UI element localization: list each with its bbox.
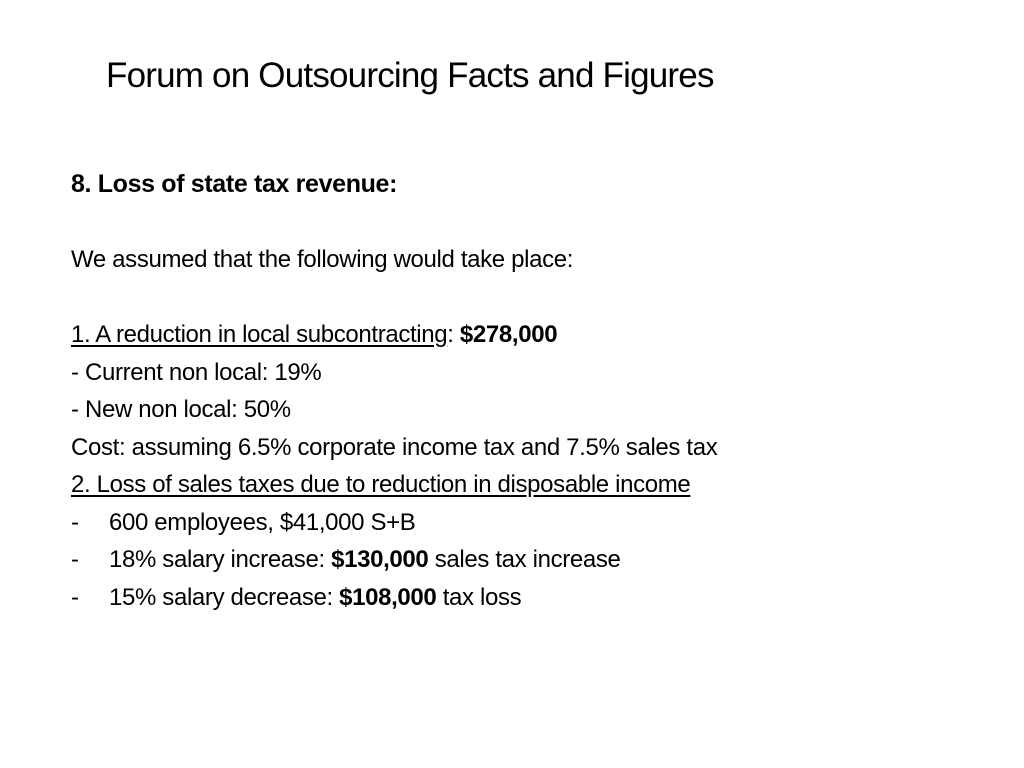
spacer: [71, 204, 991, 242]
bullet-dash: -: [71, 546, 79, 573]
item1-detail-new: - New non local: 50%: [71, 396, 291, 423]
item2-label: 2. Loss of sales taxes due to reduction in disposable income: [71, 471, 691, 498]
bullet-amount: $108,000: [339, 583, 437, 611]
spacer: [71, 279, 991, 317]
intro-text: We assumed that the following would take place:: [71, 246, 574, 273]
bullet-text: 600 employees, $41,000 S+B: [109, 508, 416, 536]
item2-bullet: [71, 504, 991, 542]
item1-detail-cost: Cost: assuming 6.5% corporate income tax and 7.5% sales tax: [71, 433, 718, 461]
section-heading: 8. Loss of state tax revenue:: [71, 170, 398, 198]
bullet-dash: -: [71, 508, 79, 536]
item1-line: [71, 316, 991, 354]
bullet-dash: -: [71, 583, 79, 611]
bullet-text: 15% salary decrease:: [109, 583, 340, 611]
bullet-amount: $130,000: [331, 546, 429, 573]
item1-amount: $278,000: [459, 321, 558, 348]
slide-body: [71, 166, 991, 616]
item2-bullet: [71, 579, 991, 617]
bullet-text: 18% salary increase:: [109, 546, 332, 573]
item1-separator: :: [447, 321, 460, 348]
item2-bullet: [71, 541, 991, 579]
item1-label: 1. A reduction in local subcontracting: [71, 321, 448, 348]
slide-title: Forum on Outsourcing Facts and Figures: [106, 56, 714, 95]
item2-line: [71, 466, 991, 504]
bullet-suffix: tax loss: [436, 583, 522, 611]
item1-detail-current: - Current non local: 19%: [71, 358, 322, 386]
bullet-suffix: sales tax increase: [428, 546, 621, 573]
